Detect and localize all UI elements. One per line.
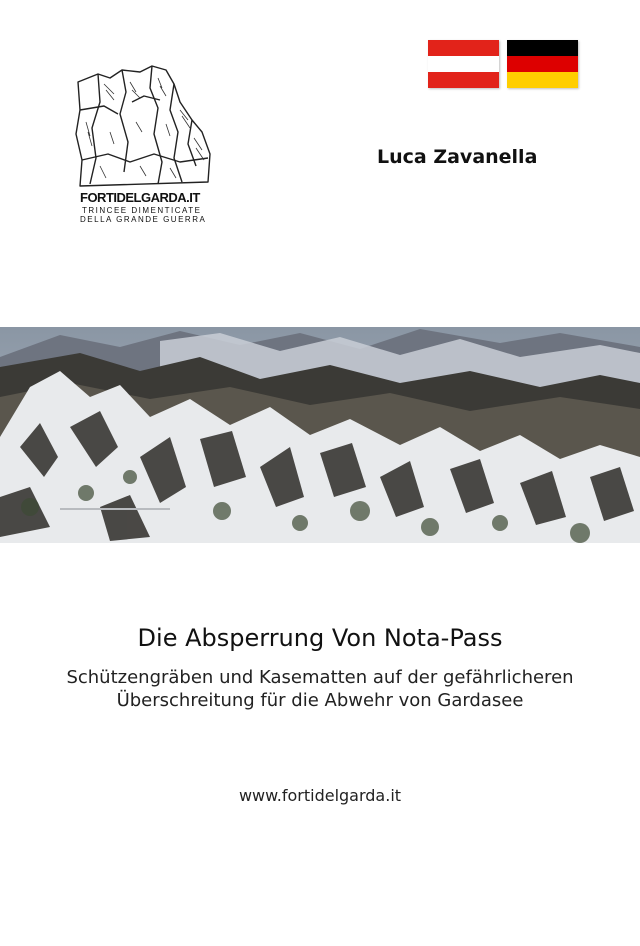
logo-tagline-1: TRINCEE DIMENTICATE: [82, 206, 202, 215]
subtitle-line-2: Überschreitung für die Abwehr von Gardasee: [116, 690, 524, 711]
website-url: www.fortidelgarda.it: [238, 786, 402, 805]
subtitle-line-1: Schützengräben und Kasematten auf der gefährlicheren: [66, 667, 574, 688]
germany-flag-icon: [507, 40, 578, 88]
logo-tagline-2: DELLA GRANDE GUERRA: [80, 215, 207, 224]
fortidelgarda-logo: [70, 62, 215, 222]
snowy-mountain-photo: [0, 327, 640, 543]
rock-sketch-icon: [70, 62, 215, 194]
logo-wordmark: FORTIDELGARDA.IT: [80, 190, 200, 205]
austria-flag-icon: [428, 40, 499, 88]
book-title: Die Absperrung Von Nota-Pass: [137, 624, 503, 652]
author-name: Luca Zavanella: [377, 146, 538, 168]
